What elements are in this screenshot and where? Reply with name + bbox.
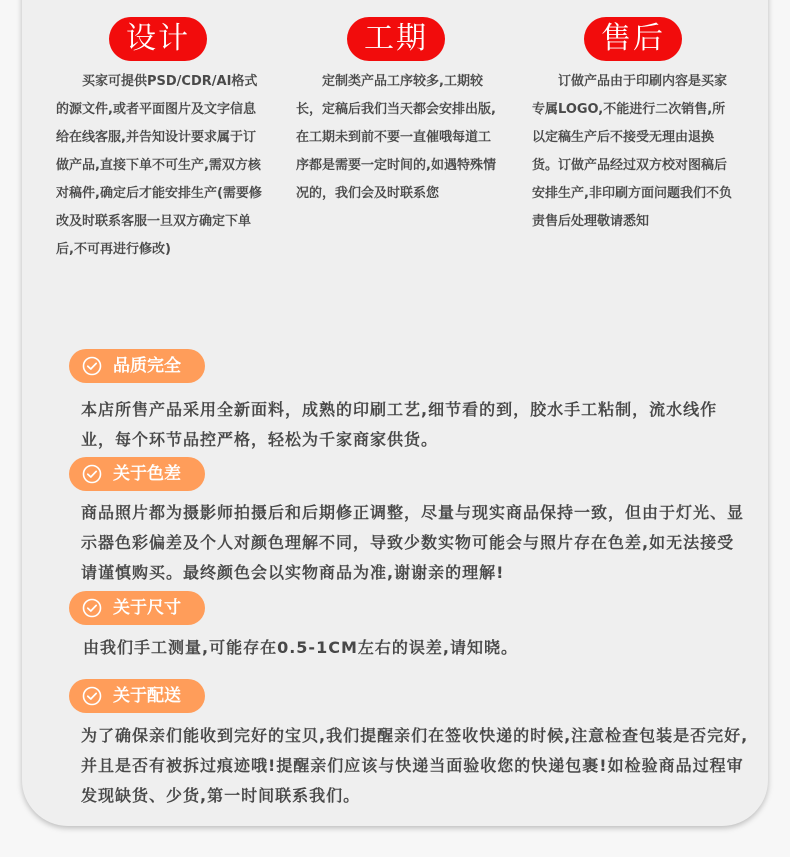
column-text-aftersale: 订做产品由于印刷内容是买家专属LOGO,不能进行二次销售,所以定稿生产后不接受无理由退换货。订做产品经过双方校对图稿后安排生产,非印刷方面问题我们不负责售后处理敬请悉知 bbox=[532, 74, 732, 229]
section-label: 品质完全 bbox=[113, 356, 181, 376]
section-label: 关于配送 bbox=[113, 686, 181, 706]
section-text-delivery: 为了确保亲们能收到完好的宝贝,我们提醒亲们在签收快递的时候,注意检查包装是否完好,并且是否有被拆过痕迹哦!提醒亲们应该与快递当面验收您的快递包裹!如检验商品过程审发现缺货、少货,第一时间联系我们。 bbox=[81, 726, 749, 805]
check-circle-icon bbox=[82, 464, 102, 484]
check-circle-icon bbox=[82, 598, 102, 618]
section-tag-delivery bbox=[69, 679, 205, 713]
section-text-color: 商品照片都为摄影师拍摄后和后期修正调整，尽量与现实商品保持一致，但由于灯光、显示器色彩偏差及个人对颜色理解不同，导致少数实物可能会与照片存在色差,如无法接受请谨慎购买。最终颜色会以实物商品为准,谢谢亲的理解! bbox=[81, 503, 745, 582]
column-text-schedule: 定制类产品工序较多,工期较长，定稿后我们当天都会安排出版,在工期未到前不要一直催哦每道工序都是需要一定时间的,如遇特殊情况的，我们会及时联系您 bbox=[296, 74, 496, 201]
section-text-size: 由我们手工测量,可能存在0.5-1CM左右的误差,请知晓。 bbox=[83, 638, 518, 657]
section-tag-quality bbox=[69, 349, 205, 383]
check-circle-icon bbox=[82, 686, 102, 706]
column-text-design: 买家可提供PSD/CDR/AI格式的源文件,或者平面图片及文字信息给在线客服,并告知设计要求属于订做产品,直接下单不可生产,需双方核对稿件,确定后才能安排生产(需要修改及时联系客服一旦双方确定下单后,不可再进行修改) bbox=[56, 74, 262, 257]
check-circle-icon bbox=[82, 356, 102, 376]
column-title-schedule: 工期 bbox=[347, 17, 445, 61]
section-label: 关于色差 bbox=[113, 464, 181, 484]
section-tag-size bbox=[69, 591, 205, 625]
column-title-design: 设计 bbox=[109, 17, 207, 61]
section-tag-color bbox=[69, 457, 205, 491]
section-label: 关于尺寸 bbox=[113, 598, 181, 618]
column-title-aftersale: 售后 bbox=[584, 17, 682, 61]
section-text-quality: 本店所售产品采用全新面料，成熟的印刷工艺,细节看的到，胶水手工粘制，流水线作业，每个环节品控严格，轻松为千家商家供货。 bbox=[81, 400, 718, 449]
